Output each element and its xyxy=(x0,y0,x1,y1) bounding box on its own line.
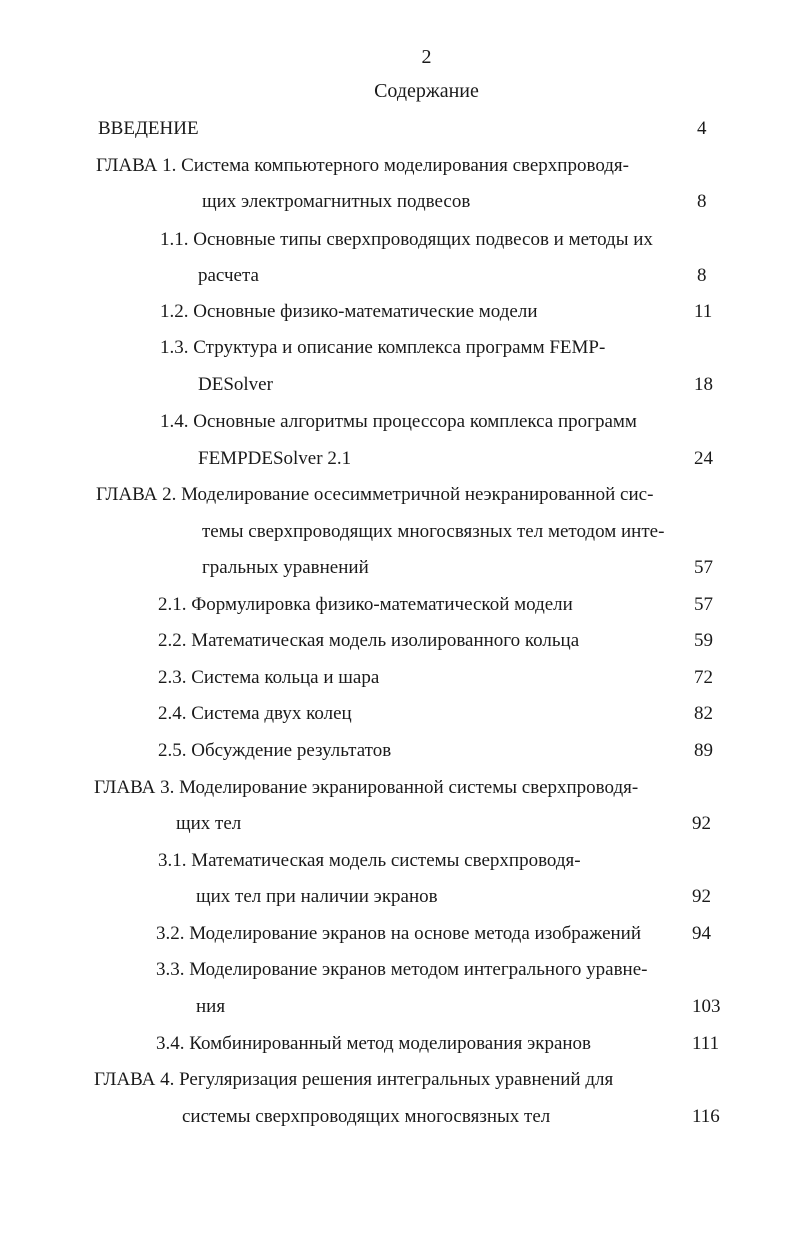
toc-page-chapter-1: 8 xyxy=(697,191,707,212)
toc-entry-section-1-2: 1.2. Основные физико-математические модели xyxy=(160,301,538,322)
toc-entry-section-2-5: 2.5. Обсуждение результатов xyxy=(158,740,392,761)
toc-page-section-2-3: 72 xyxy=(694,667,713,688)
toc-page-section-3-4: 111 xyxy=(692,1033,720,1054)
toc-entry-section-3-1-line-2: щих тел при наличии экранов xyxy=(196,886,438,907)
toc-entry-chapter-3-line-1: ГЛАВА 3. Моделирование экранированной системы сверхпроводя- xyxy=(94,777,639,798)
toc-page-section-2-2: 59 xyxy=(694,630,713,651)
toc-entry-section-1-4-line-2: FEMPDESolver 2.1 xyxy=(198,448,352,469)
toc-entry-section-1-1-line-2: расчета xyxy=(198,265,259,286)
toc-page-chapter-2: 57 xyxy=(694,557,713,578)
toc-entry-section-3-4: 3.4. Комбинированный метод моделирования экранов xyxy=(156,1033,592,1054)
toc-entry-chapter-1-line-2: щих электромагнитных подвесов xyxy=(202,191,471,212)
toc-page-section-2-1: 57 xyxy=(694,594,713,615)
toc-entry-section-3-1-line-1: 3.1. Математическая модель системы сверхпроводя- xyxy=(158,850,581,871)
page-title: Содержание xyxy=(374,80,479,102)
toc-entry-chapter-4-line-2: системы сверхпроводящих многосвязных тел xyxy=(182,1106,551,1127)
toc-page-chapter-3: 92 xyxy=(692,813,711,834)
toc-entry-section-2-3: 2.3. Система кольца и шара xyxy=(158,667,380,688)
toc-entry-chapter-3-line-2: щих тел xyxy=(176,813,242,834)
toc-entry-chapter-1-line-1: ГЛАВА 1. Система компьютерного моделирования сверхпроводя- xyxy=(96,155,630,176)
toc-entry-section-3-2: 3.2. Моделирование экранов на основе метода изображений xyxy=(156,923,642,944)
toc-entry-section-1-3-line-2: DESolver xyxy=(198,374,273,395)
toc-entry-chapter-2-line-2: темы сверхпроводящих многосвязных тел методом инте- xyxy=(202,521,665,542)
toc-page-section-1-3: 18 xyxy=(694,374,713,395)
toc-entry-section-1-3-line-1: 1.3. Структура и описание комплекса программ FEMP- xyxy=(160,337,606,358)
toc-entry-section-3-3-line-1: 3.3. Моделирование экранов методом интегрального уравне- xyxy=(156,959,648,980)
toc-page-section-3-2: 94 xyxy=(692,923,711,944)
toc-entry-section-2-4: 2.4. Система двух колец xyxy=(158,703,352,724)
toc-page-section-3-1: 92 xyxy=(692,886,711,907)
toc-page-section-3-3: 103 xyxy=(692,996,721,1017)
toc-page-section-1-1: 8 xyxy=(697,265,707,286)
toc-entry-introduction: ВВЕДЕНИЕ xyxy=(98,118,199,139)
toc-page-section-1-2: 11 xyxy=(694,301,713,322)
page-number: 2 xyxy=(421,46,432,68)
toc-entry-section-2-1: 2.1. Формулировка физико-математической модели xyxy=(158,594,573,615)
toc-entry-chapter-2-line-3: гральных уравнений xyxy=(202,557,369,578)
toc-entry-section-2-2: 2.2. Математическая модель изолированного кольца xyxy=(158,630,580,651)
toc-entry-chapter-2-line-1: ГЛАВА 2. Моделирование осесимметричной неэкранированной сис- xyxy=(96,484,654,505)
toc-entry-chapter-4-line-1: ГЛАВА 4. Регуляризация решения интегральных уравнений для xyxy=(94,1069,614,1090)
toc-page-introduction: 4 xyxy=(697,118,707,139)
toc-entry-section-1-1-line-1: 1.1. Основные типы сверхпроводящих подвесов и методы их xyxy=(160,229,653,250)
toc-page-section-2-4: 82 xyxy=(694,703,713,724)
toc-entry-section-1-4-line-1: 1.4. Основные алгоритмы процессора комплекса программ xyxy=(160,411,637,432)
toc-page-chapter-4: 116 xyxy=(692,1106,720,1127)
toc-entry-section-3-3-line-2: ния xyxy=(196,996,226,1017)
toc-page-section-2-5: 89 xyxy=(694,740,713,761)
toc-page-section-1-4: 24 xyxy=(694,448,713,469)
